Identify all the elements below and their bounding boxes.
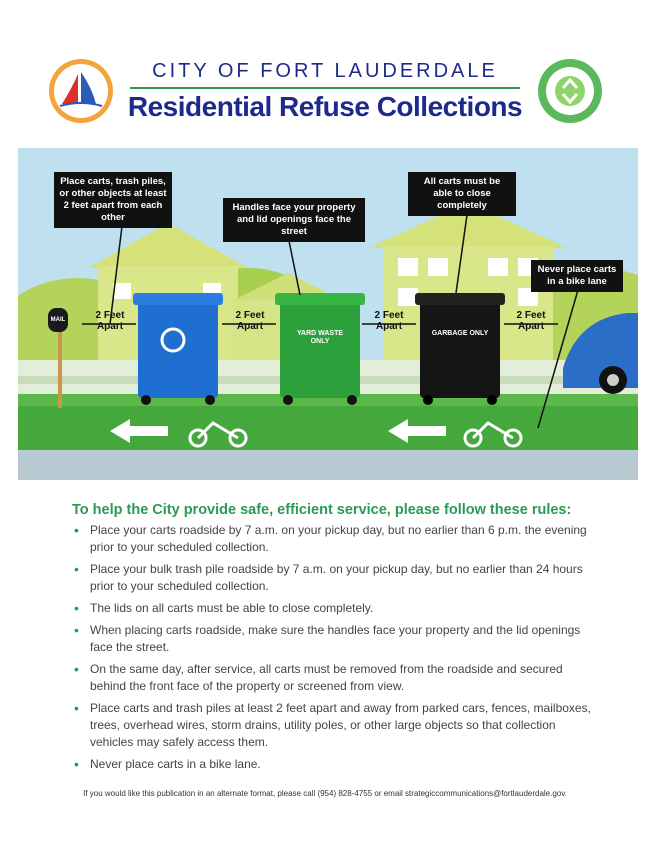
gap-label-line1: 2 Feet	[235, 310, 265, 321]
list-item	[72, 522, 592, 556]
footer-note: If you would like this publication in an alternate format, please call (954) 828-4755 or email strategiccommunications@fortlauderdale.gov.	[83, 789, 567, 798]
label-handles: Handles face your property and lid openings face the street	[223, 198, 365, 242]
city-name: CITY OF FORT LAUDERDALE	[152, 60, 498, 82]
rules-list	[72, 522, 592, 778]
label-bike-lane: Never place carts in a bike lane	[531, 260, 623, 292]
bullet-icon: •	[74, 661, 79, 677]
city-seal-logo	[48, 58, 114, 124]
bullet-icon: •	[74, 756, 79, 772]
rule-text: Place your bulk trash pile roadside by 7 a.m. on your pickup day, but no earlier than 24 hours prior to your scheduled collection.	[90, 562, 583, 593]
gap-label	[228, 310, 272, 332]
rules-heading: To help the City provide safe, efficient service, please follow these rules:	[72, 502, 572, 518]
gap-label-line1: 2 Feet	[95, 310, 125, 321]
header	[0, 0, 650, 140]
list-item	[72, 661, 592, 695]
list-item	[72, 700, 592, 751]
bullet-icon: •	[74, 622, 79, 638]
bullet-icon: •	[74, 600, 79, 616]
page-title: Residential Refuse Collections	[127, 91, 523, 122]
green-your-routine-logo	[537, 58, 603, 124]
gap-label-line2: Apart	[96, 321, 124, 332]
rule-text: Never place carts in a bike lane.	[90, 757, 261, 771]
rule-text: Place your carts roadside by 7 a.m. on your pickup day, but no earlier than 6 p.m. the evening prior to your scheduled collection.	[90, 523, 587, 554]
gap-label-line2: Apart	[375, 321, 403, 332]
garbage-cart-label: GARBAGE ONLY	[431, 330, 489, 337]
rule-text: When placing carts roadside, make sure the handles face your property and the lid openings face the street.	[90, 623, 581, 654]
list-item	[72, 600, 592, 617]
gap-label-line1: 2 Feet	[516, 310, 546, 321]
rule-text: Place carts and trash piles at least 2 feet apart and away from parked cars, fences, mailboxes, trees, overhead wires, storm drains, utility poles, or other large objects so that collection vehicles may safely access them.	[90, 701, 591, 749]
bullet-icon: •	[74, 700, 79, 716]
rule-text: On the same day, after service, all carts must be removed from the roadside and secured behind the front face of the property or screened from view.	[90, 662, 563, 693]
bullet-icon: •	[74, 561, 79, 577]
curbside-illustration	[18, 148, 638, 480]
label-close: All carts must be able to close completely	[408, 172, 516, 216]
list-item	[72, 561, 592, 595]
gap-label-line2: Apart	[517, 321, 545, 332]
list-item	[72, 756, 592, 773]
title-divider	[130, 87, 520, 89]
gap-label-line2: Apart	[236, 321, 264, 332]
bullet-icon: •	[74, 522, 79, 538]
gap-label	[509, 310, 553, 332]
gap-label-line1: 2 Feet	[374, 310, 404, 321]
list-item	[72, 622, 592, 656]
rule-text: The lids on all carts must be able to close completely.	[90, 601, 374, 615]
gap-label	[367, 310, 411, 332]
label-place-apart: Place carts, trash piles, or other objects at least 2 feet apart from each other	[54, 172, 172, 228]
gap-label	[88, 310, 132, 332]
yard-waste-cart-label: YARD WASTE ONLY	[296, 330, 344, 345]
mailbox-label: MAIL	[50, 317, 66, 323]
